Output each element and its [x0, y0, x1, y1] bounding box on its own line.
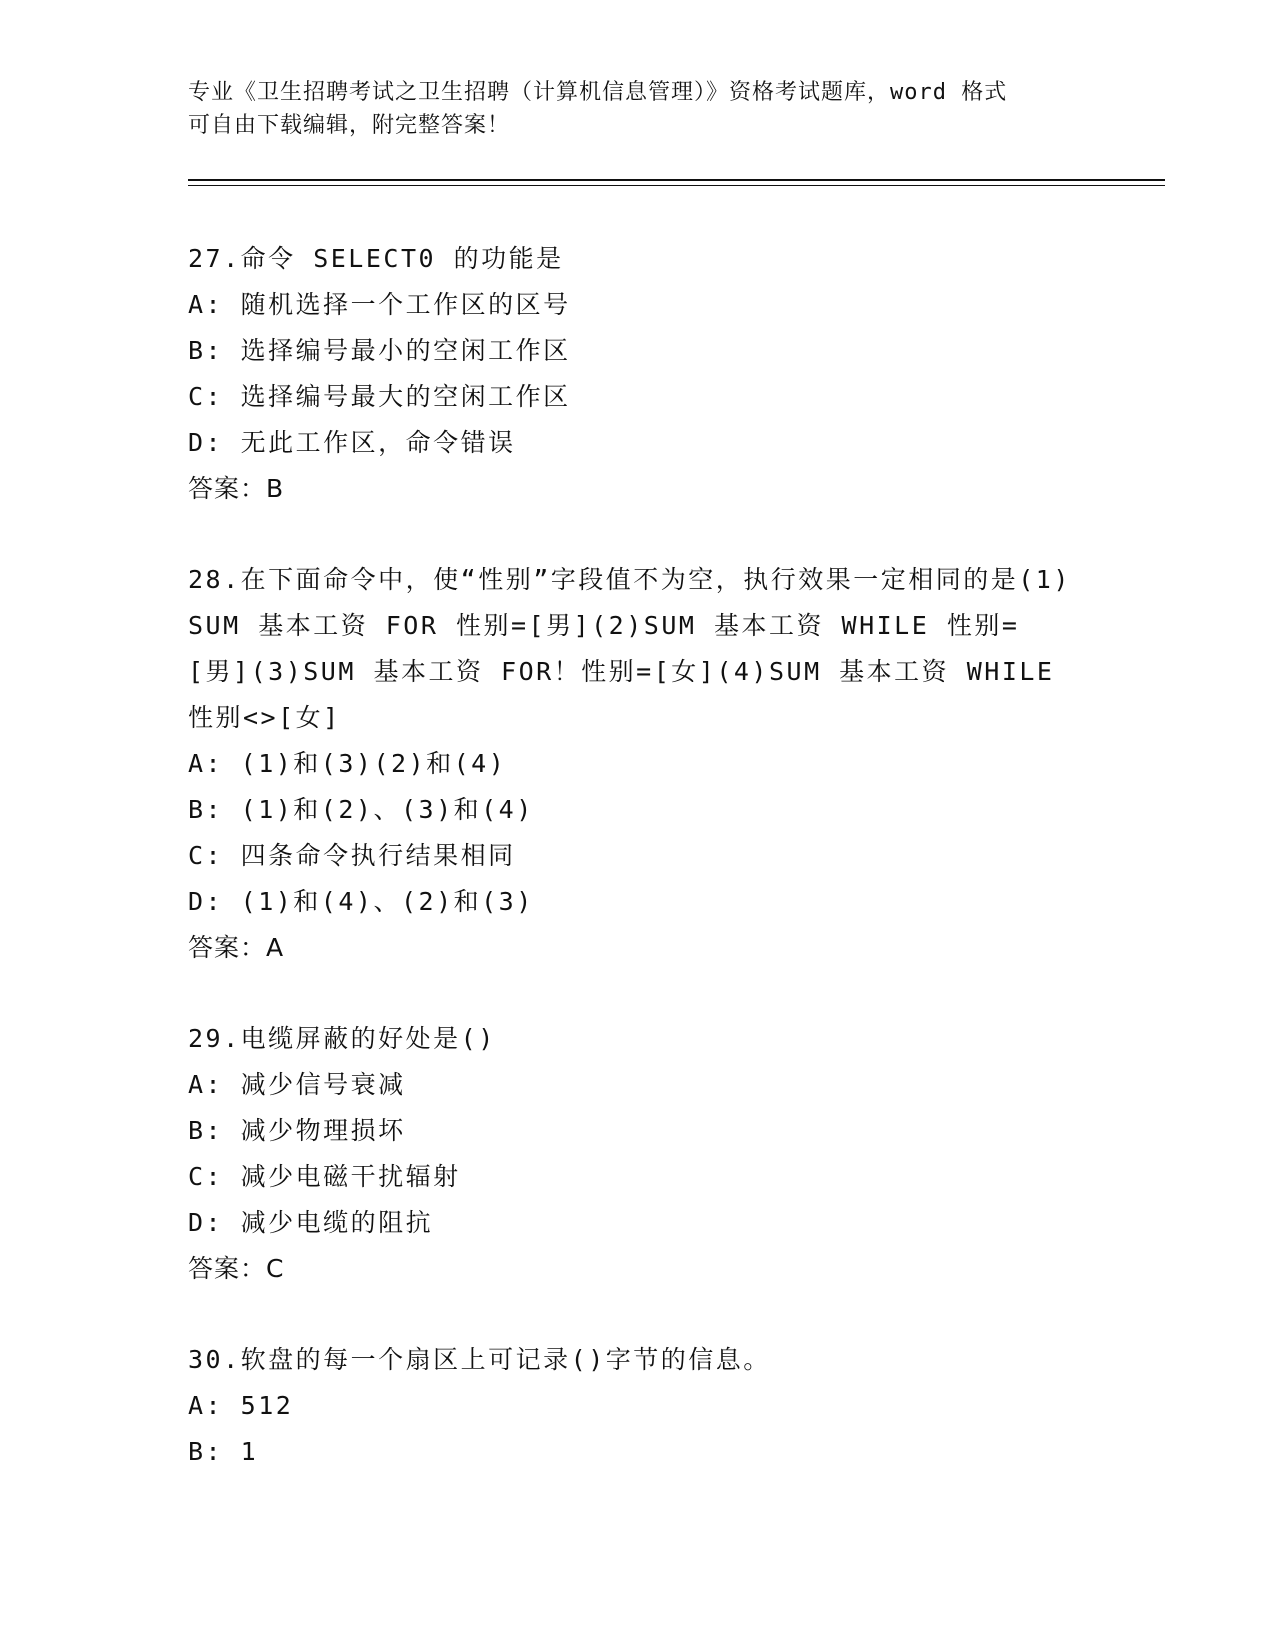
option-d: D: 无此工作区，命令错误	[188, 428, 516, 457]
question-list	[188, 236, 1128, 1475]
answer-line: 答案：B	[188, 474, 285, 503]
option-d: D: (1)和(4)、(2)和(3)	[188, 887, 534, 916]
option-c: C: 四条命令执行结果相同	[188, 841, 516, 870]
header-line-1: 专业《卫生招聘考试之卫生招聘（计算机信息管理）》资格考试题库，word 格式	[188, 80, 1008, 105]
header-line-2: 可自由下载编辑，附完整答案！	[188, 113, 511, 138]
option-b: B: 1	[188, 1437, 259, 1466]
question-29	[188, 1016, 1128, 1292]
question-30	[188, 1337, 1128, 1475]
option-a: A: (1)和(3)(2)和(4)	[188, 749, 507, 778]
option-b: B: 选择编号最小的空闲工作区	[188, 336, 571, 365]
option-d: D: 减少电缆的阻抗	[188, 1208, 434, 1237]
header-divider-thin	[188, 185, 1165, 186]
option-a: A: 随机选择一个工作区的区号	[188, 290, 571, 319]
question-stem: 27.命令 SELECT0 的功能是	[188, 244, 564, 273]
question-28	[188, 557, 1128, 971]
option-a: A: 512	[188, 1391, 294, 1420]
option-a: A: 减少信号衰减	[188, 1070, 406, 1099]
option-b: B: 减少物理损坏	[188, 1116, 406, 1145]
option-c: C: 减少电磁干扰辐射	[188, 1162, 461, 1191]
question-stem: 30.软盘的每一个扇区上可记录()字节的信息。	[188, 1345, 771, 1374]
header-divider-thick	[188, 179, 1165, 181]
question-stem: 29.电缆屏蔽的好处是()	[188, 1024, 496, 1053]
option-b: B: (1)和(2)、(3)和(4)	[188, 795, 534, 824]
question-stem: 28.在下面命令中，使“性别”字段值不为空，执行效果一定相同的是(1)SUM 基本工资 FOR 性别=[男](2)SUM 基本工资 WHILE 性别=[男](3)SUM 基本工资 FOR！性别=[女](4)SUM 基本工资 WHILE 性别<>[女]	[188, 565, 1071, 732]
answer-line: 答案：C	[188, 1254, 285, 1283]
question-27	[188, 236, 1128, 512]
option-c: C: 选择编号最大的空闲工作区	[188, 382, 571, 411]
answer-line: 答案：A	[188, 933, 285, 962]
document-header	[188, 76, 1088, 142]
